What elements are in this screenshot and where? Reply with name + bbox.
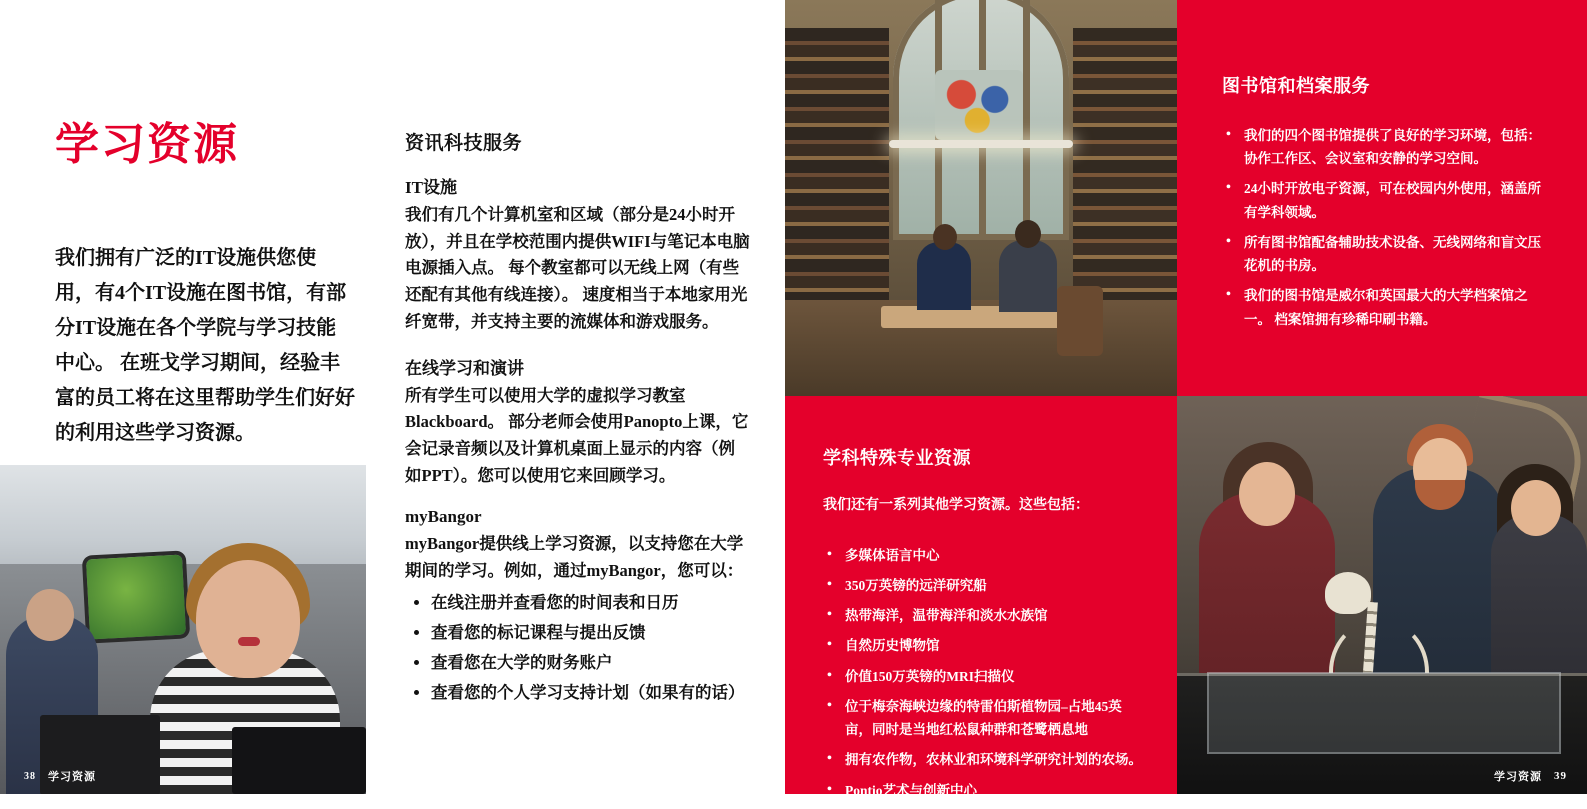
section-body-online-learning: 所有学生可以使用大学的虚拟学习教室Blackboard。 部分老师会使用Panopto上课，它会记录音频以及计算机桌面上显示的内容（例如PPT）。您可以使用它来回顾学习。 xyxy=(405,385,749,485)
list-item: • 查看您的个人学习支持计划（如果有的话） xyxy=(431,679,750,708)
wooden-chair xyxy=(1057,286,1103,356)
list-item: • 查看您在大学的财务账户 xyxy=(431,649,750,678)
left-footer-label: 学习资源 xyxy=(48,771,96,783)
library-reading-room-photo xyxy=(785,0,1177,396)
intro-paragraph: 我们拥有广泛的IT设施供您使用，有4个IT设施在图书馆，有部分IT设施在各个学院与学习技能中心。 在班戈学习期间，经验丰富的员工将在这里帮助学生们好好的利用这些学习资源。 xyxy=(55,246,355,444)
left-page-number: 38 xyxy=(24,770,36,782)
subject-resources-lead: 我们还有一系列其他学习资源。这些包括： xyxy=(823,498,1089,513)
list-item: • 24小时开放电子资源，可在校园内外使用，涵盖所有学科领域。 xyxy=(1222,177,1547,223)
natural-history-museum-photo xyxy=(1177,396,1587,794)
list-item: • 拥有农作物，农林业和环境科学研究计划的农场。 xyxy=(823,748,1143,771)
section-heading-mybangor: myBangor xyxy=(405,507,482,527)
wall-map-decor xyxy=(86,555,186,640)
list-item: • 查看您的标记课程与提出反馈 xyxy=(431,619,750,648)
list-item: • 我们的四个图书馆提供了良好的学习环境，包括：协作工作区、会议室和安静的学习空间。 xyxy=(1222,124,1547,170)
student-right-head xyxy=(1511,480,1561,536)
display-case-glass xyxy=(1207,672,1561,754)
ceiling-light-bar xyxy=(889,140,1073,148)
right-footer-label: 学习资源 xyxy=(1494,771,1542,783)
page-title: 学习资源 xyxy=(55,120,239,169)
student-left-head xyxy=(26,589,74,641)
student-front-head xyxy=(196,560,300,678)
list-item: • 多媒体语言中心 xyxy=(823,544,1143,567)
subject-resources-heading: 学科特殊专业资源 xyxy=(823,448,971,468)
section-body-it-facilities: 我们有几个计算机室和区域（部分是24小时开放），并且在学校范围内提供WIFI与笔记本电脑电源插入点。 每个教室都可以无线上网（有些还配有其他有线连接）。 速度相当于本地家用光纤宽带，并支持主要的流媒体和游戏服务。 xyxy=(405,205,750,331)
monitor-right xyxy=(232,727,366,794)
animal-skeleton-skull xyxy=(1325,572,1371,614)
section-heading-it-services: 资讯科技服务 xyxy=(405,133,523,154)
left-page-footer xyxy=(24,768,96,784)
subject-resources-panel xyxy=(785,396,1177,798)
list-item: • Pontio艺术与创新中心 xyxy=(823,779,1143,802)
student-front-lips xyxy=(238,637,260,646)
list-item: • 热带海洋，温带海洋和淡水水族馆 xyxy=(823,604,1143,627)
list-item: • 所有图书馆配备辅助技术设备、无线网络和盲文压花机的书房。 xyxy=(1222,231,1547,277)
left-intro-column xyxy=(55,120,355,451)
bookshelf-left xyxy=(785,28,889,318)
stained-glass-panel xyxy=(935,70,1023,140)
library-services-heading: 图书馆和档案服务 xyxy=(1222,76,1370,96)
right-page-number: 39 xyxy=(1554,770,1567,782)
list-item: • 自然历史博物馆 xyxy=(823,634,1143,657)
right-page-footer xyxy=(1494,768,1567,784)
list-item: • 位于梅奈海峡边缘的特雷伯斯植物园–占地45英亩，同时是当地红松鼠种群和苍鹭栖息地 xyxy=(823,695,1143,741)
list-item: • 价值150万英镑的MRI扫描仪 xyxy=(823,665,1143,688)
left-text-column xyxy=(405,128,750,708)
student-seated-right-head xyxy=(1015,220,1041,248)
student-red-head xyxy=(1239,462,1295,526)
student-seated-left-head xyxy=(933,224,957,250)
library-services-panel xyxy=(1177,0,1587,396)
student-seated-right xyxy=(999,240,1057,312)
subject-resources-content xyxy=(823,444,1143,809)
section-subheading-it-facilities: IT设施 xyxy=(405,178,457,197)
section-heading-online-learning: 在线学习和演讲 xyxy=(405,358,524,378)
library-services-content xyxy=(1222,72,1547,338)
list-item: • 在线注册并查看您的时间表和日历 xyxy=(431,589,750,618)
section-body-mybangor: myBangor提供线上学习资源，以支持您在大学期间的学习。例如，通过myBangor，您可以： xyxy=(405,534,744,581)
student-seated-left xyxy=(917,242,971,310)
computer-room-students-photo xyxy=(0,465,366,794)
window-mullion xyxy=(1023,0,1030,240)
mybangor-bullet-list xyxy=(405,589,750,708)
list-item: • 我们的图书馆是威尔和英国最大的大学档案馆之一。 档案馆拥有珍稀印刷书籍。 xyxy=(1222,284,1547,330)
list-item: • 350万英镑的远洋研究船 xyxy=(823,574,1143,597)
subject-resources-bullet-list xyxy=(823,544,1143,802)
library-services-bullet-list xyxy=(1222,124,1547,331)
bookshelf-right xyxy=(1073,28,1177,318)
